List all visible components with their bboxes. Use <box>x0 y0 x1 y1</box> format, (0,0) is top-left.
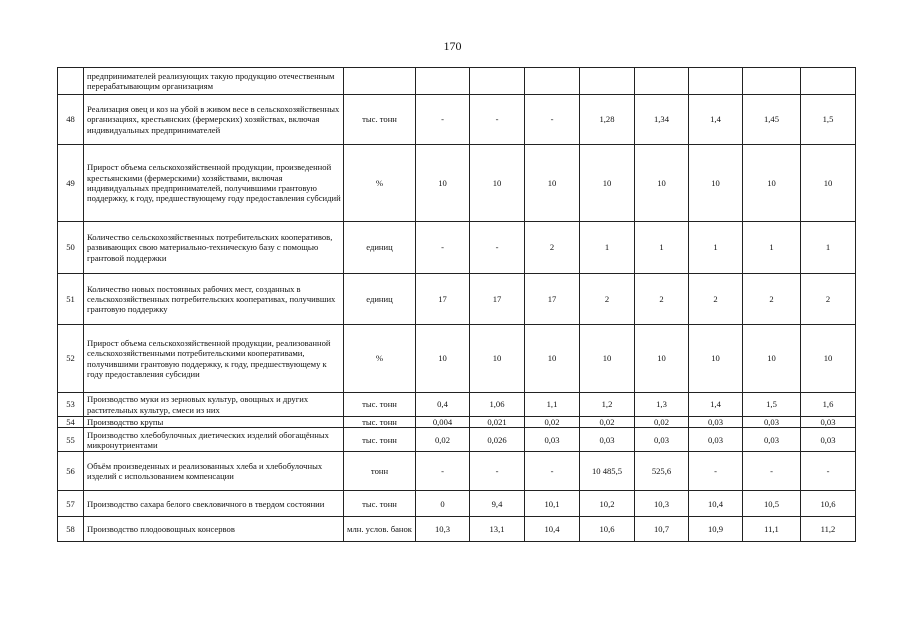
year-value-cell: 1,4 <box>689 393 743 417</box>
unit-of-measure: % <box>344 145 416 222</box>
indicator-name: Производство хлебобулочных диетических изделий обогащённых микронутриентами <box>84 428 344 452</box>
year-value-cell: 0,02 <box>635 417 689 428</box>
year-value-cell: 0,03 <box>801 428 856 452</box>
indicator-name: Прирост объема сельскохозяйственной продукции, реализованной сельскохозяйственными потребительскими кооперативами, получившими грантовую поддержку, к году, предшествующему к году предоставления субсидии <box>84 325 344 393</box>
year-value-cell: 0,03 <box>743 428 801 452</box>
year-value-cell: 11,2 <box>801 517 856 542</box>
year-value-cell: 0,004 <box>416 417 470 428</box>
year-value-cell: 1 <box>635 222 689 274</box>
table-row <box>58 428 856 452</box>
year-value-cell: 10 <box>470 145 525 222</box>
year-value-cell: 10 <box>580 145 635 222</box>
table-row <box>58 68 856 95</box>
table-row <box>58 417 856 428</box>
year-value-cell: 0,03 <box>689 417 743 428</box>
year-value-cell: 10 485,5 <box>580 452 635 491</box>
year-value-cell: - <box>470 452 525 491</box>
table-row <box>58 325 856 393</box>
year-value-cell: 0,03 <box>689 428 743 452</box>
year-value-cell: 0,03 <box>525 428 580 452</box>
row-number: 48 <box>58 95 84 145</box>
year-value-cell: 10 <box>580 325 635 393</box>
year-value-cell: 0,03 <box>580 428 635 452</box>
year-value-cell: 17 <box>416 274 470 325</box>
unit-of-measure <box>344 68 416 95</box>
year-value-cell: 10,5 <box>743 491 801 517</box>
table-row <box>58 222 856 274</box>
year-value-cell: 0,02 <box>525 417 580 428</box>
indicator-name: Количество сельскохозяйственных потребительских кооперативов, развивающих свою материально-техническую базу с помощью грантовой поддержки <box>84 222 344 274</box>
year-value-cell: 1 <box>689 222 743 274</box>
year-value-cell <box>635 68 689 95</box>
indicator-name: Производство крупы <box>84 417 344 428</box>
year-value-cell: 0,02 <box>580 417 635 428</box>
year-value-cell: - <box>743 452 801 491</box>
year-value-cell <box>801 68 856 95</box>
unit-of-measure: тонн <box>344 452 416 491</box>
indicator-name: Производство плодоовощных консервов <box>84 517 344 542</box>
table-row <box>58 452 856 491</box>
year-value-cell: 0,021 <box>470 417 525 428</box>
row-number: 52 <box>58 325 84 393</box>
year-value-cell: 10 <box>416 145 470 222</box>
year-value-cell: 1,06 <box>470 393 525 417</box>
year-value-cell: 17 <box>525 274 580 325</box>
year-value-cell: 10 <box>635 325 689 393</box>
year-value-cell <box>470 68 525 95</box>
year-value-cell: 10 <box>743 325 801 393</box>
unit-of-measure: тыс. тонн <box>344 417 416 428</box>
year-value-cell: 10 <box>743 145 801 222</box>
row-number <box>58 68 84 95</box>
year-value-cell: 1,5 <box>743 393 801 417</box>
table-row <box>58 274 856 325</box>
year-value-cell: 10 <box>689 145 743 222</box>
year-value-cell: 10 <box>525 325 580 393</box>
year-value-cell <box>580 68 635 95</box>
year-value-cell: 1 <box>801 222 856 274</box>
year-value-cell: 2 <box>743 274 801 325</box>
year-value-cell: 1,28 <box>580 95 635 145</box>
year-value-cell: 2 <box>525 222 580 274</box>
year-value-cell: - <box>525 452 580 491</box>
year-value-cell: 1 <box>580 222 635 274</box>
year-value-cell: 0 <box>416 491 470 517</box>
year-value-cell: 0,03 <box>801 417 856 428</box>
year-value-cell: 10,4 <box>525 517 580 542</box>
indicator-name: Количество новых постоянных рабочих мест, созданных в сельскохозяйственных потребительских кооперативах, получивших грантовую поддержку <box>84 274 344 325</box>
year-value-cell: 2 <box>635 274 689 325</box>
year-value-cell: 0,03 <box>743 417 801 428</box>
table-row <box>58 95 856 145</box>
year-value-cell <box>689 68 743 95</box>
year-value-cell: 10 <box>470 325 525 393</box>
indicator-name: Производство муки из зерновых культур, овощных и других растительных культур, смеси из них <box>84 393 344 417</box>
year-value-cell: 9,4 <box>470 491 525 517</box>
unit-of-measure: тыс. тонн <box>344 95 416 145</box>
year-value-cell: 1,6 <box>801 393 856 417</box>
year-value-cell: 1,2 <box>580 393 635 417</box>
row-number: 50 <box>58 222 84 274</box>
year-value-cell <box>416 68 470 95</box>
indicators-table <box>57 67 856 542</box>
year-value-cell: 1,1 <box>525 393 580 417</box>
year-value-cell: 1 <box>743 222 801 274</box>
year-value-cell: 1,4 <box>689 95 743 145</box>
year-value-cell: 10 <box>801 325 856 393</box>
year-value-cell: 17 <box>470 274 525 325</box>
row-number: 56 <box>58 452 84 491</box>
row-number: 49 <box>58 145 84 222</box>
year-value-cell: 10,9 <box>689 517 743 542</box>
year-value-cell: 10,6 <box>580 517 635 542</box>
year-value-cell: - <box>416 95 470 145</box>
row-number: 55 <box>58 428 84 452</box>
unit-of-measure: тыс. тонн <box>344 428 416 452</box>
year-value-cell: 0,4 <box>416 393 470 417</box>
unit-of-measure: тыс. тонн <box>344 491 416 517</box>
unit-of-measure: % <box>344 325 416 393</box>
table-row <box>58 145 856 222</box>
year-value-cell: 10 <box>689 325 743 393</box>
indicator-name: предпринимателей реализующих такую продукцию отечественным перерабатывающим организациям <box>84 68 344 95</box>
year-value-cell: 10 <box>635 145 689 222</box>
year-value-cell: 10,6 <box>801 491 856 517</box>
year-value-cell: - <box>416 222 470 274</box>
year-value-cell: - <box>470 222 525 274</box>
indicator-name: Прирост объема сельскохозяйственной продукции, произведенной крестьянскими (фермерскими) хозяйствами, включая индивидуальных предпринимателей, получившими грантовую поддержку, к году, предшествующему году предоставления субсидий <box>84 145 344 222</box>
year-value-cell: 10,4 <box>689 491 743 517</box>
row-number: 51 <box>58 274 84 325</box>
year-value-cell: 0,02 <box>416 428 470 452</box>
year-value-cell <box>743 68 801 95</box>
year-value-cell: - <box>416 452 470 491</box>
table-row <box>58 491 856 517</box>
year-value-cell: 11,1 <box>743 517 801 542</box>
indicator-name: Производство сахара белого свекловичного в твердом состоянии <box>84 491 344 517</box>
year-value-cell: 10,3 <box>416 517 470 542</box>
unit-of-measure: тыс. тонн <box>344 393 416 417</box>
unit-of-measure: млн. услов. банок <box>344 517 416 542</box>
unit-of-measure: единиц <box>344 222 416 274</box>
table-row <box>58 393 856 417</box>
year-value-cell: 10,3 <box>635 491 689 517</box>
row-number: 54 <box>58 417 84 428</box>
year-value-cell: 10 <box>801 145 856 222</box>
year-value-cell: 1,34 <box>635 95 689 145</box>
row-number: 53 <box>58 393 84 417</box>
year-value-cell: 1,3 <box>635 393 689 417</box>
year-value-cell: - <box>689 452 743 491</box>
year-value-cell: 13,1 <box>470 517 525 542</box>
year-value-cell: 0,03 <box>635 428 689 452</box>
year-value-cell <box>525 68 580 95</box>
year-value-cell: 525,6 <box>635 452 689 491</box>
year-value-cell: 1,45 <box>743 95 801 145</box>
year-value-cell: 2 <box>801 274 856 325</box>
year-value-cell: - <box>525 95 580 145</box>
indicator-name: Реализация овец и коз на убой в живом весе в сельскохозяйственных организациях, крестьянских (фермерских) хозяйствах, включая индивидуальных предпринимателей <box>84 95 344 145</box>
year-value-cell: 2 <box>580 274 635 325</box>
unit-of-measure: единиц <box>344 274 416 325</box>
year-value-cell: - <box>801 452 856 491</box>
year-value-cell: 10,7 <box>635 517 689 542</box>
year-value-cell: 2 <box>689 274 743 325</box>
year-value-cell: - <box>470 95 525 145</box>
year-value-cell: 0,026 <box>470 428 525 452</box>
year-value-cell: 10,1 <box>525 491 580 517</box>
year-value-cell: 10 <box>416 325 470 393</box>
year-value-cell: 10,2 <box>580 491 635 517</box>
row-number: 57 <box>58 491 84 517</box>
year-value-cell: 10 <box>525 145 580 222</box>
page-number: 170 <box>443 39 462 53</box>
indicator-name: Объём произведенных и реализованных хлеба и хлебобулочных изделий с использованием компенсации <box>84 452 344 491</box>
row-number: 58 <box>58 517 84 542</box>
table-row <box>58 517 856 542</box>
year-value-cell: 1,5 <box>801 95 856 145</box>
